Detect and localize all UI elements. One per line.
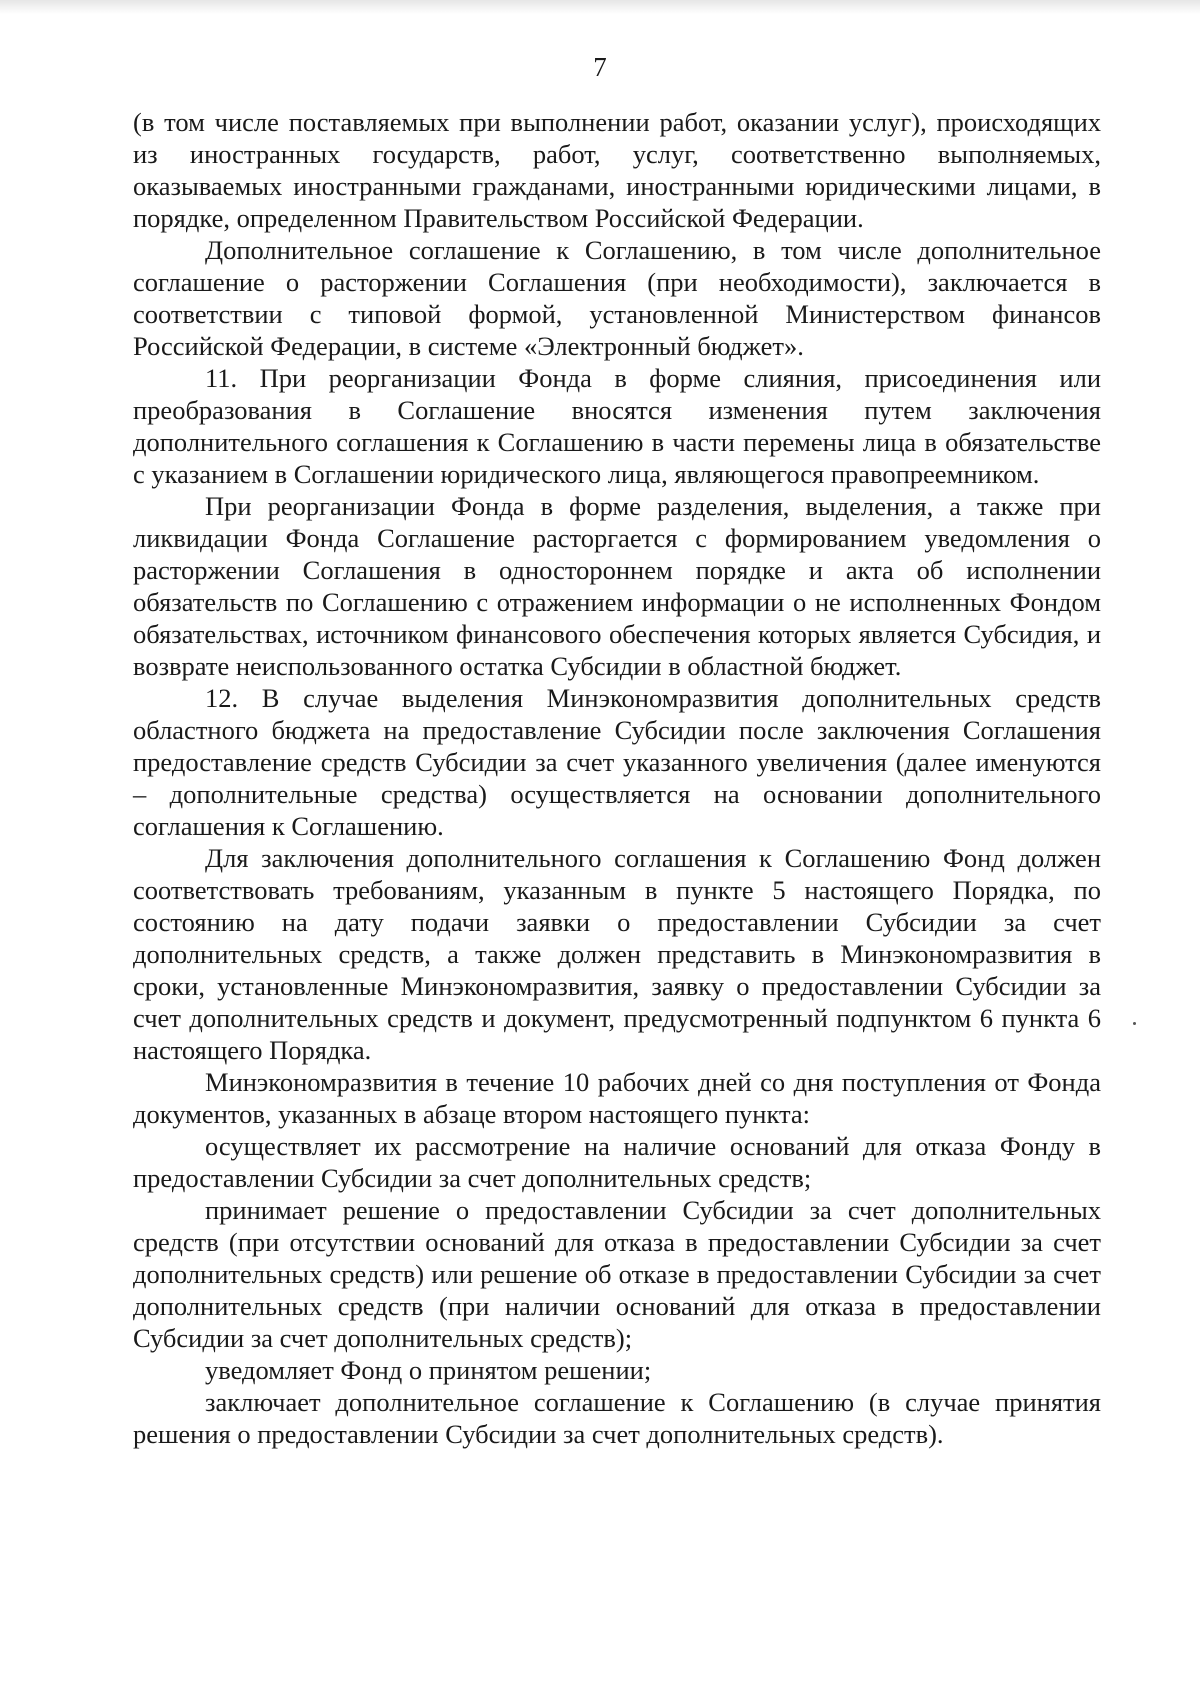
paragraph-reorganization: При реорганизации Фонда в форме разделения, выделения, а также при ликвидации Фонда Соглашение расторгается с формированием уведомления о расторжении Соглашения в одностороннем порядке и акта об исполнении обязательств по Соглашению с отражением информации о не исполненных Фондом обязательствах, источником финансового обеспечения которых является Субсидия, и возврате неиспользованного остатка Субсидии в областной бюджет.: [133, 491, 1101, 681]
document-body: [133, 106, 1101, 1450]
paragraph-notify: уведомляет Фонд о принятом решении;: [205, 1355, 652, 1385]
scan-edge: [0, 0, 1200, 14]
paragraph-item-12: 12. В случае выделения Минэкономразвития дополнительных средств областного бюджета на предоставление Субсидии после заключения Соглашения предоставление средств Субсидии за счет указанного увеличения (далее именуются – дополнительные средства) осуществляется на основании дополнительного соглашения к Соглашению.: [133, 683, 1101, 841]
paragraph-continuation: (в том числе поставляемых при выполнении работ, оказании услуг), происходящих из иностранных государств, работ, услуг, соответственно выполняемых, оказываемых иностранными гражданами, иностранными юридическими лицами, в порядке, определенном Правительством Российской Федерации.: [133, 107, 1101, 233]
paragraph-conclude: заключает дополнительное соглашение к Соглашению (в случае принятия решения о предоставлении Субсидии за счет дополнительных средств).: [133, 1387, 1101, 1449]
paragraph-additional-agreement: Дополнительное соглашение к Соглашению, в том числе дополнительное соглашение о расторжении Соглашения (при необходимости), заключается в соответствии с типовой формой, установленной Министерством финансов Российской Федерации, в системе «Электронный бюджет».: [133, 235, 1101, 361]
page-number: 7: [593, 52, 607, 82]
paragraph-requirements: Для заключения дополнительного соглашения к Соглашению Фонд должен соответствовать требованиям, указанным в пункте 5 настоящего Порядка, по состоянию на дату подачи заявки о предоставлении Субсидии за счет дополнительных средств, а также должен представить в Минэкономразвития в сроки, установленные Минэкономразвития, заявку о предоставлении Субсидии за счет дополнительных средств и документ, предусмотренный подпунктом 6 пункта 6 настоящего Порядка.: [133, 843, 1101, 1065]
paragraph-review-grounds: осуществляет их рассмотрение на наличие оснований для отказа Фонду в предоставлении Субсидии за счет дополнительных средств;: [133, 1131, 1101, 1193]
paragraph-item-11: 11. При реорганизации Фонда в форме слияния, присоединения или преобразования в Соглашение вносятся изменения путем заключения дополнительного соглашения к Соглашению в части перемены лица в обязательстве с указанием в Соглашении юридического лица, являющегося правопреемником.: [133, 363, 1101, 489]
paragraph-review-period: Минэкономразвития в течение 10 рабочих дней со дня поступления от Фонда документов, указанных в абзаце втором настоящего пункта:: [133, 1067, 1101, 1129]
paragraph-decision: принимает решение о предоставлении Субсидии за счет дополнительных средств (при отсутствии оснований для отказа в предоставлении Субсидии за счет дополнительных средств) или решение об отказе в предоставлении Субсидии за счет дополнительных средств (при наличии оснований для отказа в предоставлении Субсидии за счет дополнительных средств);: [133, 1195, 1101, 1353]
scan-speck: [1133, 1022, 1136, 1025]
